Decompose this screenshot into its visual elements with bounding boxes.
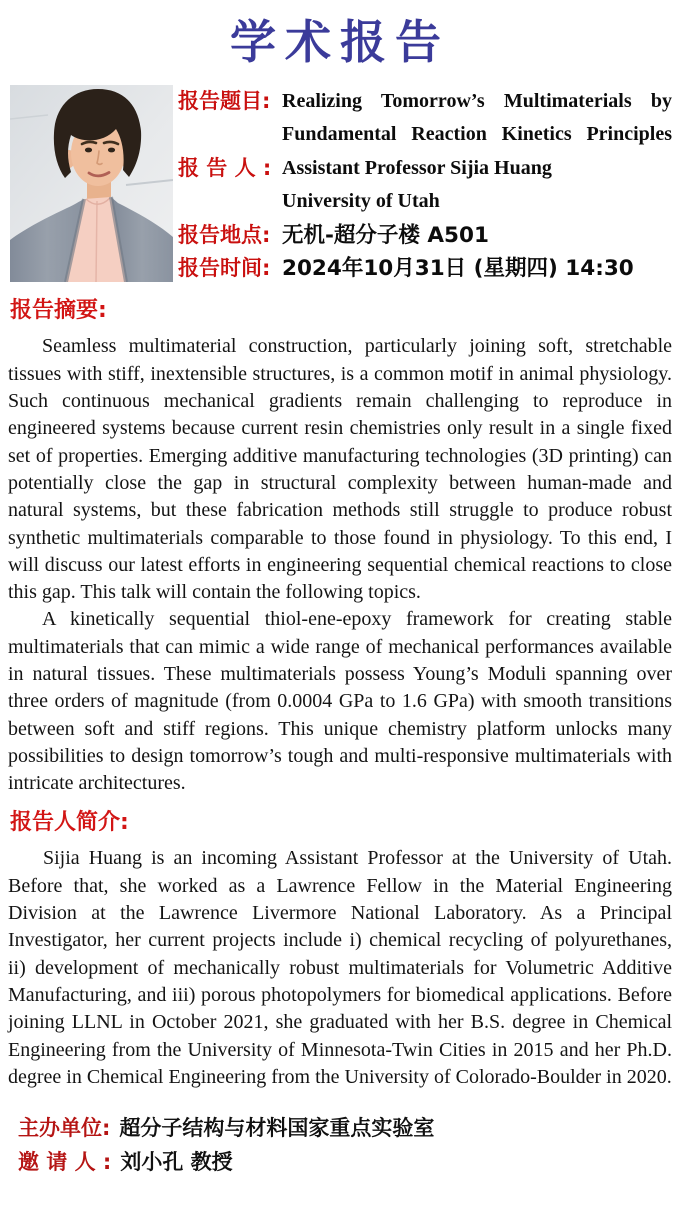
- inviter-value: 刘小孔 教授: [120, 1149, 233, 1174]
- time-line: 2024年10月31日 (星期四) 14:30: [282, 256, 634, 282]
- speaker-label: 报 告 人 :: [178, 155, 272, 180]
- report-title-line-1: Realizing Tomorrow’s Multimaterials by: [282, 90, 672, 112]
- location-label: 报告地点:: [178, 222, 271, 247]
- inviter-row: [18, 1146, 680, 1180]
- abstract-heading: 报告摘要:: [10, 298, 107, 324]
- info-row-time: [178, 252, 672, 285]
- time-value: [282, 252, 672, 285]
- abstract-paragraph-2: A kinetically sequential thiol-ene-epoxy framework for creating stable multimaterials that can mimic a wide range of mechanical performances available in natural tissues. These multimaterials possess Young’s Moduli spanning over three orders of magnitude (from 0.0004 GPa to 1.6 GPa) with smooth transitions between soft and stiff regions. This unique chemistry platform unlocks many possibilities to design tomorrow’s tough and multi-responsive multimaterials with intricate architectures.: [8, 608, 672, 795]
- header-section: [10, 85, 672, 285]
- time-label: 报告时间:: [178, 256, 271, 281]
- speaker-line-1: Assistant Professor Sijia Huang: [282, 156, 552, 179]
- speaker-line-2: University of Utah: [282, 190, 440, 213]
- bio-section: [0, 810, 680, 1091]
- abstract-paragraph-1: Seamless multimaterial construction, particularly joining soft, stretchable tissues with stiff, inextensible structures, is a common motif in animal physiology. Such continuous mechanical gradients remain challenging to reproduce in engineered systems because current resin chemistries only result in a single fixed set of properties. Emerging additive manufacturing technologies (3D printing) can potentially close the gap in structural complexity between human-made and natural systems, but these fabrication methods still struggle to produce robust synthetic multimaterials comparable to those found in physiology. To this end, I will discuss our latest efforts in engineering sequential chemical reactions to close this gap. This talk will contain the following topics.: [8, 335, 672, 604]
- inviter-label: 邀 请 人 :: [18, 1149, 112, 1174]
- report-title-line-2: Fundamental Reaction Kinetics Principles: [282, 123, 672, 146]
- location-value: [282, 219, 672, 252]
- abstract-section: [0, 298, 680, 797]
- footer-section: [18, 1112, 680, 1179]
- location-line: 无机-超分子楼 A501: [282, 222, 489, 248]
- organizer-label: 主办单位:: [18, 1116, 111, 1141]
- info-row-speaker: [178, 152, 672, 219]
- info-row-location: [178, 219, 672, 252]
- lecture-info: [178, 85, 672, 285]
- speaker-photo: [10, 85, 173, 282]
- bio-paragraph: Sijia Huang is an incoming Assistant Professor at the University of Utah. Before that, she worked as a Lawrence Fellow in the Material Engineering Division at the Lawrence Livermore National Laboratory. As a Principal Investigator, her current projects include i) chemical recycling of polyurethanes, ii) development of mechanically robust multimaterials for Volumetric Additive Manufacturing, and iii) porous photopolymers for biomedical applications. Before joining LLNL in October 2021, she graduated with her B.S. degree in Chemical Engineering from the University of Minnesota-Twin Cities in 2015 and her Ph.D. degree in Chemical Engineering from the University of Colorado-Boulder in 2020.: [8, 847, 672, 1088]
- organizer-row: [18, 1112, 680, 1146]
- speaker-value: [282, 152, 672, 219]
- report-title-label: 报告题目:: [178, 89, 271, 113]
- info-row-title: [178, 85, 672, 152]
- bio-heading: 报告人简介:: [10, 810, 129, 836]
- speaker-portrait-image: [10, 85, 173, 282]
- report-title-value: [282, 85, 672, 152]
- page-title: 学术报告: [230, 15, 450, 69]
- organizer-value: 超分子结构与材料国家重点实验室: [119, 1116, 435, 1141]
